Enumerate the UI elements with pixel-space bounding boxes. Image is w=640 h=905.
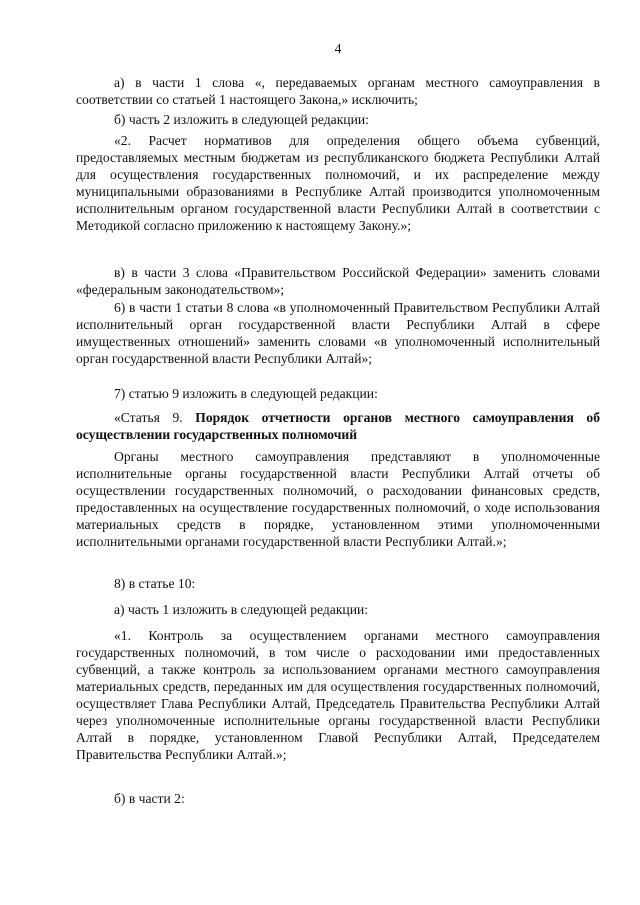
- article-9-heading: [76, 409, 600, 443]
- paragraph-article9-body: Органы местного самоуправления представляют в уполномоченные исполнительные органы государственной власти Республики Алтай отчеты об осуществлении государственных полномочий, о расходовании финансовых средств, предоставленных на осуществление государственных полномочий, о ходе использования материальных средств в порядке, установленном этими уполномоченными исполнительными органами государственной власти Республики Алтай.»;: [76, 449, 600, 549]
- paragraph-a-part1: а) в части 1 слова «, передаваемых органам местного самоуправления в соответствии со статьей 1 настоящего Закона,» исключить;: [76, 75, 600, 107]
- paragraph-b-part2-article10: б) в части 2:: [114, 791, 185, 806]
- paragraph-quote-1: «1. Контроль за осуществлением органами местного самоуправления государственных полномочий, в том числе о расходовании ими предоставленных субвенций, а также контроль за использованием органами местного самоуправления материальных средств, переданных им для осуществления государственных полномочий, осуществляет Глава Республики Алтай, Председатель Правительства Республики Алтай через уполномоченные исполнительные органы государственной власти Республики Алтай в порядке, установленном Главой Республики Алтай, Председателем Правительства Республики Алтай.»;: [76, 628, 600, 762]
- article-9-prefix: «Статья 9.: [114, 410, 196, 425]
- paragraph-6-article8: 6) в части 1 статьи 8 слова «в уполномоченный Правительством Республики Алтай исполнительный орган государственной власти Республики Алтай в сфере имущественных отношений» заменить словами «в уполномоченный исполнительный орган государственной власти Республики Алтай»;: [76, 300, 600, 366]
- paragraph-a-part1-article10: а) часть 1 изложить в следующей редакции:: [114, 602, 369, 617]
- paragraph-8-article10: 8) в статье 10:: [114, 576, 196, 591]
- article-9-title: Порядок отчетности органов местного самоуправления об осуществлении государственных полномочий: [76, 410, 601, 442]
- paragraph-quote-2: «2. Расчет нормативов для определения общего объема субвенций, предоставляемых местным бюджетам из республиканского бюджета Республики Алтай для осуществления государственных полномочий, и их распределение между муниципальными образованиями в Республике Алтай производится уполномоченным исполнительным органом государственной власти Республики Алтай в соответствии с Методикой согласно приложению к настоящему Закону.»;: [76, 133, 600, 233]
- page-number: 4: [334, 41, 342, 56]
- paragraph-b-part2: б) часть 2 изложить в следующей редакции:: [114, 112, 369, 127]
- paragraph-7-article9: 7) статью 9 изложить в следующей редакции:: [114, 386, 378, 401]
- paragraph-v-part3: в) в части 3 слова «Правительством Российской Федерации» заменить словами «федеральным законодательством»;: [76, 265, 600, 297]
